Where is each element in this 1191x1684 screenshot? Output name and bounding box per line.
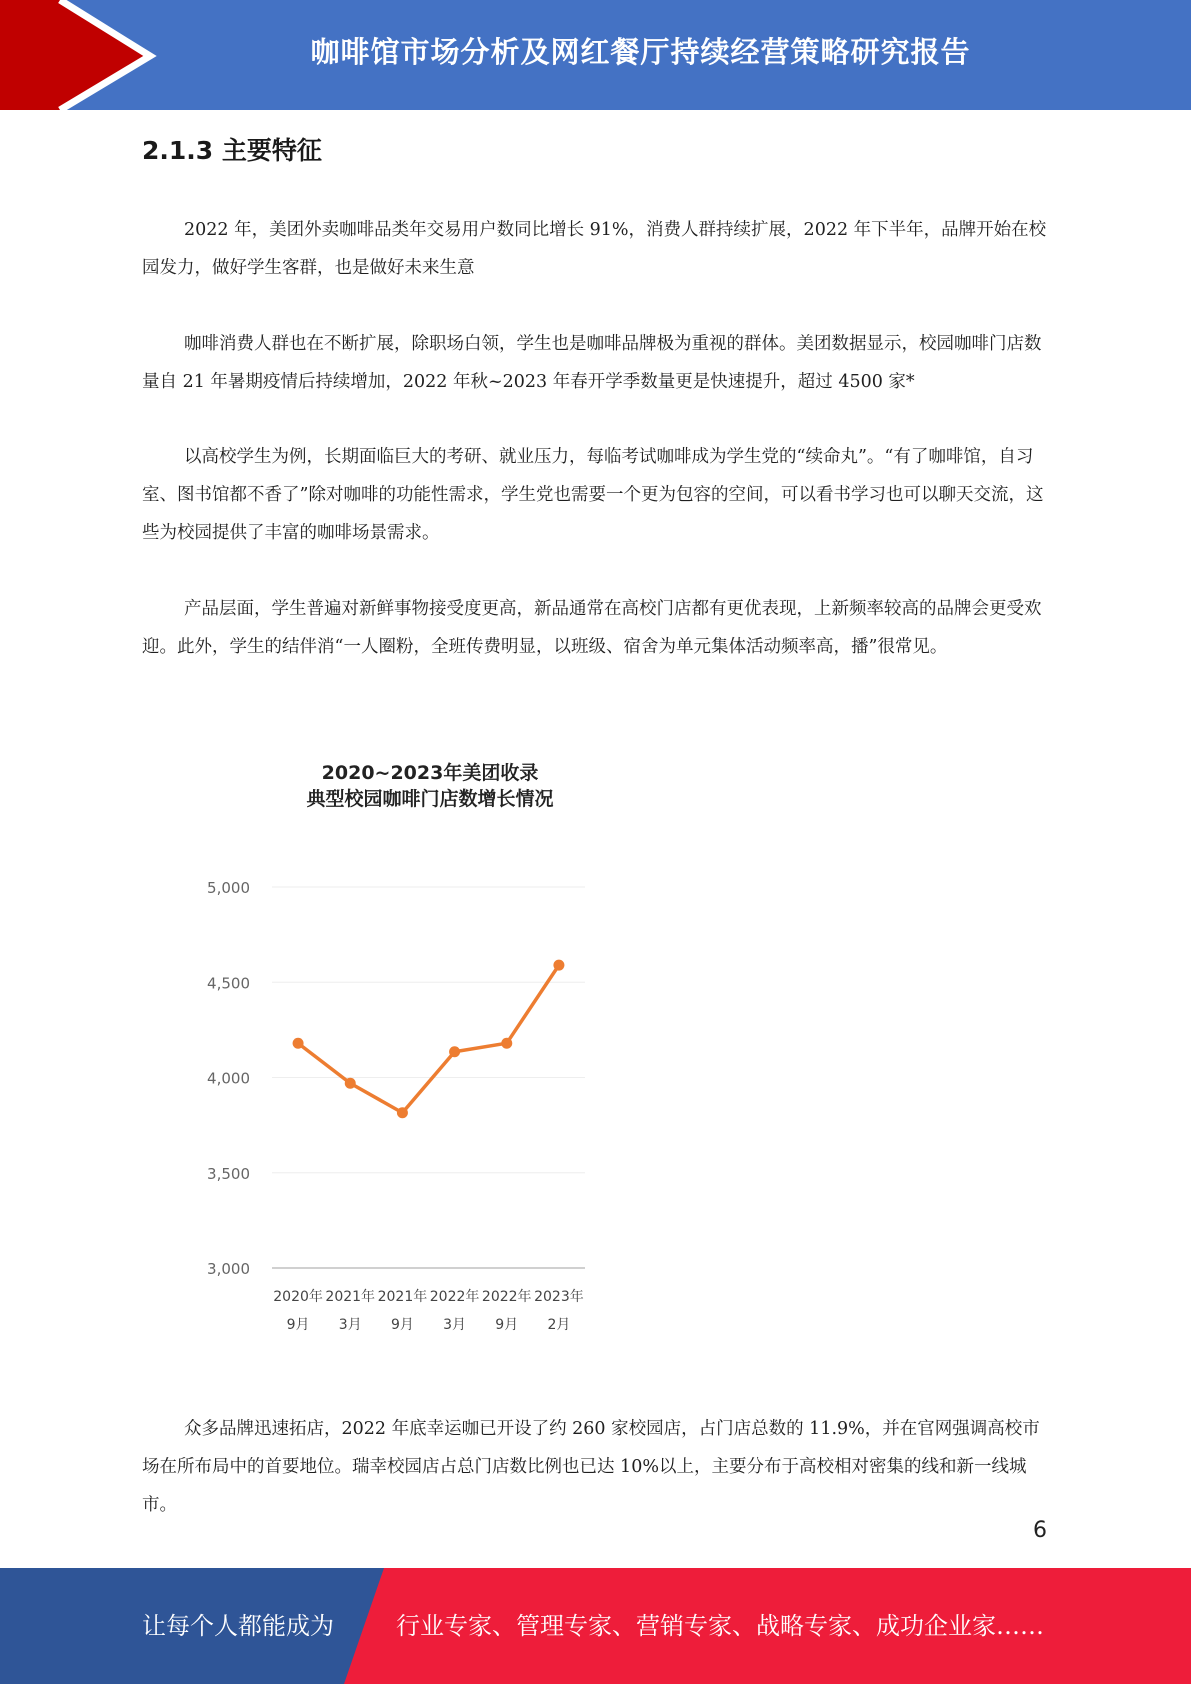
header-title: 咖啡馆市场分析及网红餐厅持续经营策略研究报告 (310, 34, 971, 69)
x-tick-label-month: 9月 (495, 1317, 519, 1333)
footer-slogan-right: 行业专家、管理专家、营销专家、战略专家、成功企业家…… (396, 1612, 1044, 1640)
y-tick-label: 4,000 (207, 1069, 250, 1088)
page-footer (0, 1568, 1191, 1684)
page-number: 6 (1033, 1518, 1047, 1543)
x-tick-label-month: 3月 (338, 1317, 362, 1333)
x-tick-label-year: 2022年 (481, 1289, 532, 1305)
x-tick-label-year: 2022年 (429, 1289, 480, 1305)
y-tick-label: 3,500 (207, 1164, 250, 1183)
y-tick-label: 3,000 (207, 1260, 250, 1278)
data-point (501, 1038, 512, 1049)
paragraph-3: 以高校学生为例，长期面临巨大的考研、就业压力，每临考试咖啡成为学生党的“续命丸”。“有了咖啡馆，自习室、图书馆都不香了”除对咖啡的功能性需求，学生党也需要一个更为包容的空间，可以看书学习也可以聊天交流，这些为校园提供了丰富的咖啡场景需求。 (142, 447, 1044, 543)
data-point (293, 1038, 304, 1049)
section-title: 2.1.3 主要特征 (142, 136, 322, 165)
paragraph-1: 2022 年，美团外卖咖啡品类年交易用户数同比增长 91%，消费人群持续扩展，2022 年下半年，品牌开始在校园发力，做好学生客群，也是做好未来生意 (142, 220, 1047, 278)
line-chart-svg (180, 745, 620, 1345)
chart-title-line-2: 典型校园咖啡门店数增长情况 (306, 788, 554, 810)
footer-slogan-left: 让每个人都能成为 (142, 1612, 334, 1640)
x-tick-label-month: 3月 (443, 1317, 467, 1333)
data-point (397, 1107, 408, 1118)
paragraph-2: 咖啡消费人群也在不断扩展，除职场白领，学生也是咖啡品牌极为重视的群体。美团数据显示，校园咖啡门店数量自 21 年暑期疫情后持续增加，2022 年秋~2023 年春开学季数量更是快速提升，超过 4500 家* (142, 334, 1042, 392)
data-point (345, 1078, 356, 1089)
x-tick-label-year: 2021年 (377, 1289, 428, 1305)
data-point (449, 1046, 460, 1057)
paragraph-4: 产品层面，学生普遍对新鲜事物接受度更高，新品通常在高校门店都有更优表现，上新频率较高的品牌会更受欢迎。此外，学生的结伴消“一人圈粉，全班传费明显，以班级、宿舍为单元集体活动频率高，播”很常见。 (142, 599, 1042, 657)
x-tick-label-year: 2020年 (273, 1289, 323, 1305)
chart-title-line-1: 2020~2023年美团收录 (321, 762, 539, 784)
data-point (553, 960, 564, 971)
store-growth-chart (180, 745, 620, 1345)
x-tick-label-month: 2月 (547, 1317, 571, 1333)
header-chevron-decoration (0, 0, 160, 110)
x-tick-label-month: 9月 (390, 1317, 414, 1333)
y-tick-label: 5,000 (207, 879, 250, 897)
page-header (0, 0, 1191, 110)
y-tick-label: 4,500 (207, 974, 250, 993)
x-tick-label-year: 2021年 (325, 1289, 376, 1305)
x-tick-label-year: 2023年 (534, 1289, 584, 1305)
series-line (298, 965, 559, 1113)
x-tick-label-month: 9月 (286, 1317, 310, 1333)
paragraph-5: 众多品牌迅速拓店，2022 年底幸运咖已开设了约 260 家校园店，占门店总数的 11.9%，并在官网强调高校市场在所布局中的首要地位。瑞幸校园店占总门店数比例也已达 10%以上，主要分布于高校相对密集的线和新一线城市。 (142, 1419, 1040, 1515)
